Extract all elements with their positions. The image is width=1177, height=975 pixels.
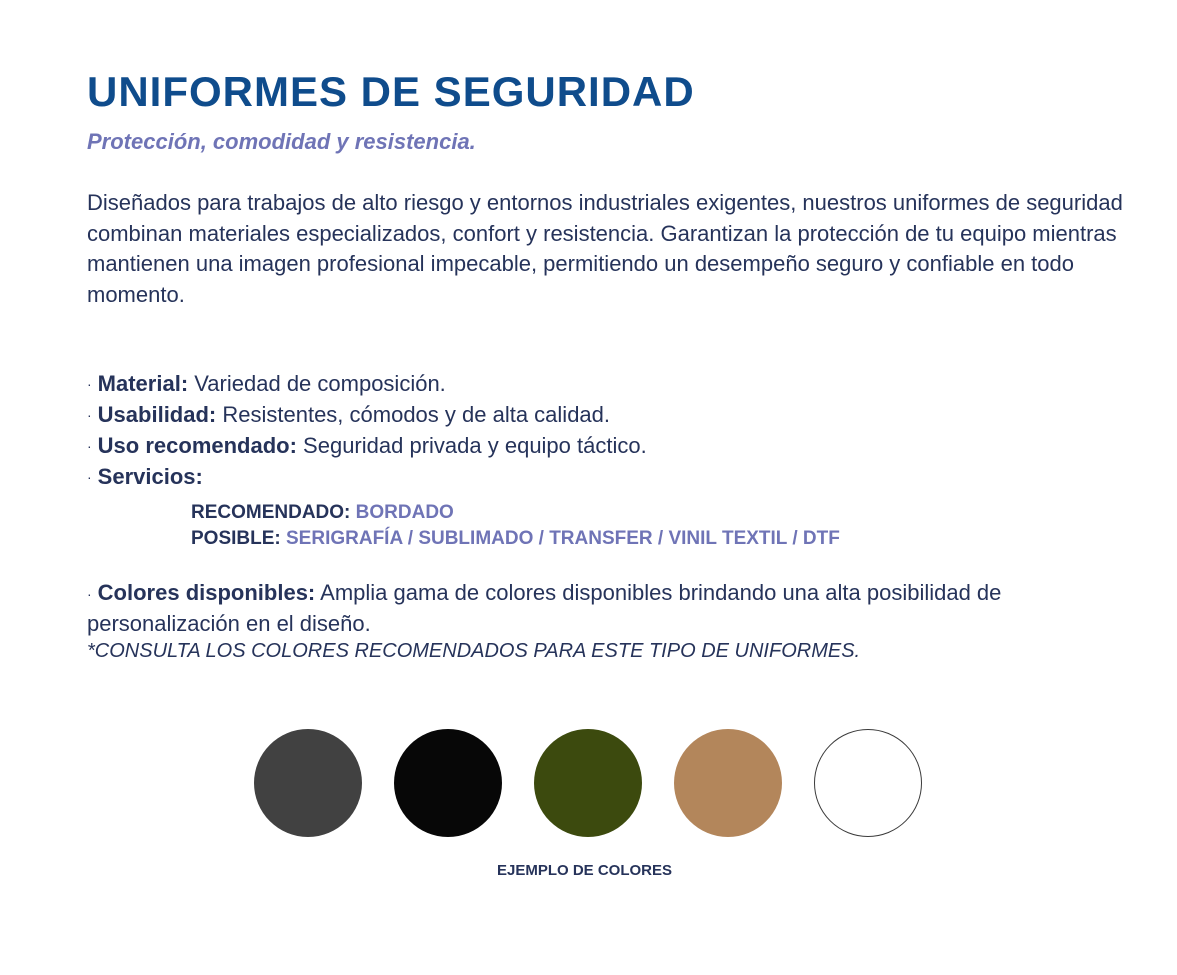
color-swatch-tan [674, 729, 782, 837]
feature-value: Resistentes, cómodos y de alta calidad. [216, 401, 611, 427]
bullet-icon: · [87, 469, 92, 486]
colors-text: Amplia gama de colores disponibles brindando una alta posibilidad de personalización en el diseño. [87, 580, 1002, 637]
service-recommended-label: RECOMENDADO: [191, 502, 351, 523]
feature-item-uso-recomendado [87, 431, 647, 462]
feature-value: Variedad de composición. [188, 371, 446, 396]
bullet-icon: · [87, 438, 92, 455]
feature-item-material [87, 369, 647, 400]
swatches-caption: EJEMPLO DE COLORES [496, 862, 673, 879]
feature-item-usabilidad [87, 400, 647, 431]
colors-label: Colores disponibles: [97, 580, 316, 605]
service-possible [191, 526, 840, 552]
color-swatch-olive-green [534, 729, 642, 837]
page-title: UNIFORMES DE SEGURIDAD [87, 68, 695, 115]
description-paragraph: Diseñados para trabajos de alto riesgo y entornos industriales exigentes, nuestros uniformes de seguridad combinan materiales especializados, confort y resistencia. Garantizan la protección de tu equipo mientras mantienen una imagen profesional impecable, permitiendo un desempeño seguro y confiable en todo momento. [87, 190, 1123, 307]
feature-value: Seguridad privada y equipo táctico. [296, 432, 647, 458]
service-possible-label: POSIBLE: [191, 528, 281, 549]
service-possible-value: SERIGRAFÍA / SUBLIMADO / TRANSFER / VINIL TEXTIL / DTF [280, 528, 840, 549]
colors-note: *CONSULTA LOS COLORES RECOMENDADOS PARA ESTE TIPO DE UNIFORMES. [87, 640, 861, 662]
bullet-icon: · [87, 407, 92, 424]
color-swatch-black [394, 729, 502, 837]
services-block [191, 500, 840, 552]
service-recommended [191, 500, 840, 526]
service-recommended-value: BORDADO [350, 502, 454, 523]
bullet-icon: · [87, 376, 92, 393]
color-swatch-white [814, 729, 922, 837]
color-swatch-dark-gray [254, 729, 362, 837]
color-swatches [254, 729, 922, 837]
feature-item-servicios [87, 462, 647, 493]
bullet-icon: · [87, 586, 92, 603]
feature-label: Servicios: [97, 463, 203, 489]
page-subtitle: Protección, comodidad y resistencia. [87, 129, 476, 154]
feature-label: Material: [97, 371, 189, 396]
feature-label: Uso recomendado: [97, 432, 297, 458]
feature-list [87, 369, 647, 493]
feature-label: Usabilidad: [97, 401, 217, 427]
colors-paragraph [87, 578, 1147, 639]
